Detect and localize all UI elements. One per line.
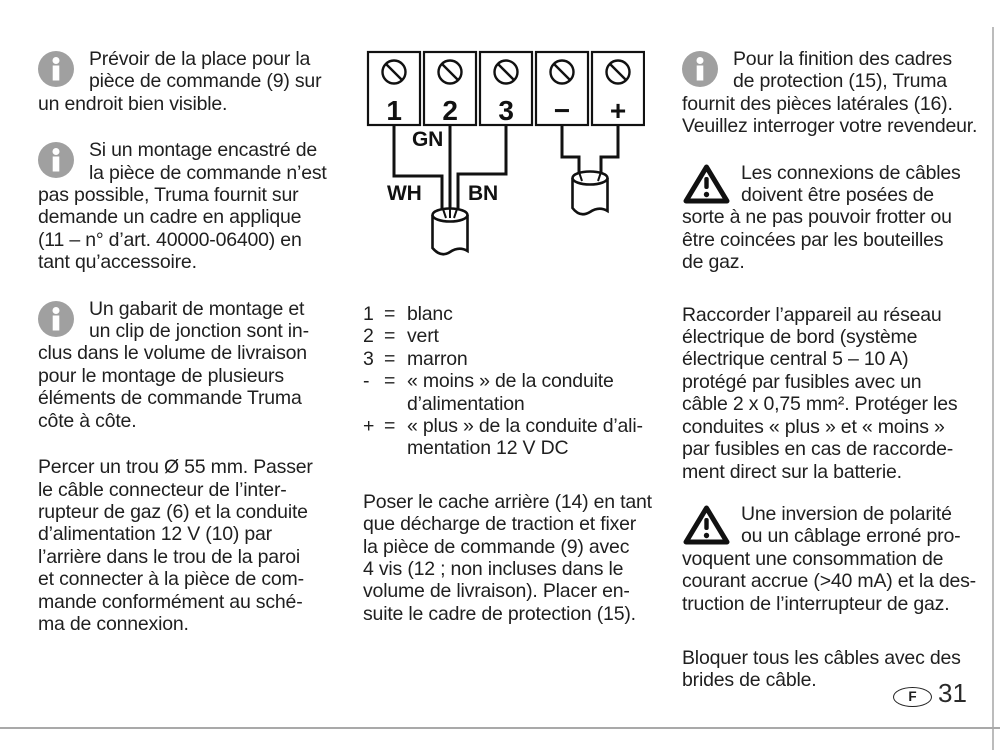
text-line: un clip de jonction sont in- — [89, 320, 309, 343]
text-line: électrique central 5 – 10 A) — [682, 348, 909, 371]
legend-row — [363, 303, 675, 325]
terminal-label-3: 3 — [498, 95, 514, 126]
legend-key: + — [363, 415, 375, 438]
terminal-label-plus: + — [609, 95, 627, 126]
text-line: Prévoir de la place pour la — [89, 48, 311, 70]
legend-equals: = — [384, 415, 396, 438]
text-line: d’alimentation 12 V (10) par — [38, 523, 272, 546]
legend-key: 1 — [363, 303, 374, 325]
text-line: la pièce de commande n’est — [89, 161, 327, 184]
text-line: ment direct sur la batterie. — [682, 460, 902, 483]
text-line: de protection (15), Truma — [733, 70, 947, 93]
text-line: Les connexions de câbles — [741, 161, 961, 184]
info-note — [38, 48, 350, 115]
text-line: et connecter à la pièce de com- — [38, 568, 304, 591]
legend-row — [363, 348, 675, 370]
warning-note — [682, 162, 994, 274]
text-line: marron — [407, 347, 468, 370]
page-edge-horizontal — [0, 727, 1000, 729]
legend-equals: = — [384, 303, 396, 325]
wire-legend — [363, 303, 675, 460]
wiring-diagram — [363, 45, 675, 260]
text-line: « moins » de la conduite — [407, 370, 614, 393]
text-line: suite le cadre de protection (15). — [363, 602, 636, 625]
terminal-label-2: 2 — [442, 95, 458, 126]
text-line: Un gabarit de montage et — [89, 297, 305, 320]
wire-plus — [601, 125, 618, 172]
text-line: Une inversion de polarité — [741, 502, 952, 525]
text-line: pour le montage de plusieurs — [38, 364, 284, 387]
text-line: Veuillez interroger votre revendeur. — [682, 115, 978, 138]
text-line: Raccorder l’appareil au réseau — [682, 303, 942, 326]
text-line: Si un montage encastré de — [89, 139, 318, 162]
text-line: éléments de commande Truma — [38, 387, 302, 410]
terminal-block-diagram — [365, 45, 645, 260]
text-line: fournit des pièces latérales (16). — [682, 92, 953, 115]
legend-equals: = — [384, 370, 396, 393]
page-edge-vertical — [992, 27, 994, 750]
text-line: « plus » de la conduite d’ali- — [407, 415, 643, 438]
text-line: 4 vis (12 ; non incluses dans le — [363, 558, 624, 581]
text-line: sorte à ne pas pouvoir frotter ou — [682, 206, 952, 229]
text-line: de gaz. — [682, 251, 745, 274]
text-line: blanc — [407, 303, 453, 325]
legend-key: 3 — [363, 347, 374, 370]
paragraph — [363, 491, 675, 625]
country-badge: F — [893, 687, 932, 707]
column-left — [38, 48, 350, 635]
cable-left — [433, 208, 468, 254]
page-number: 31 — [938, 678, 967, 708]
text-line: ma de connexion. — [38, 612, 189, 635]
paragraph — [682, 304, 994, 483]
text-line: clus dans le volume de livraison — [38, 342, 307, 365]
legend-row — [363, 370, 675, 415]
text-line: câble 2 x 0,75 mm². Protéger les — [682, 393, 958, 416]
legend-row — [363, 415, 675, 460]
terminal-label-1: 1 — [386, 95, 402, 126]
text-line: le câble connecteur de l’inter- — [38, 478, 287, 501]
text-line: (11 – n° d’art. 40000-06400) en — [38, 228, 302, 251]
text-line: protégé par fusibles avec un — [682, 370, 922, 393]
text-line: côte à côte. — [38, 409, 137, 432]
text-line: d’alimentation — [407, 392, 525, 415]
text-line: voquent une consommation de — [682, 547, 944, 570]
text-line: doivent être posées de — [741, 184, 934, 207]
legend-key: - — [363, 370, 370, 393]
warning-icon — [682, 504, 731, 546]
column-right — [682, 48, 994, 692]
text-line: électrique de bord (système — [682, 326, 918, 349]
text-line: truction de l’interrupteur de gaz. — [682, 592, 950, 615]
wire-label-wh: WH — [387, 182, 422, 205]
text-line: un endroit bien visible. — [38, 92, 228, 115]
info-icon — [682, 51, 718, 87]
text-line: être coincées par les bouteilles — [682, 228, 944, 251]
text-line: courant accrue (>40 mA) et la des- — [682, 570, 976, 593]
warning-icon — [682, 163, 731, 205]
text-line: volume de livraison). Placer en- — [363, 580, 630, 603]
info-icon — [38, 301, 74, 337]
legend-equals: = — [384, 325, 396, 348]
text-line: mentation 12 V DC — [407, 437, 569, 460]
legend-row — [363, 325, 675, 347]
text-line: Bloquer tous les câbles avec des — [682, 646, 961, 669]
text-line: la pièce de commande (9) avec — [363, 535, 630, 558]
text-line: tant qu’accessoire. — [38, 251, 197, 274]
info-icon — [38, 51, 74, 87]
paragraph — [38, 456, 350, 635]
text-line: Pour la finition des cadres — [733, 48, 952, 70]
text-line: demande un cadre en applique — [38, 206, 302, 229]
text-line: Poser le cache arrière (14) en tant — [363, 490, 652, 513]
info-note — [38, 298, 350, 432]
text-line: Percer un trou Ø 55 mm. Passer — [38, 456, 313, 479]
column-middle — [363, 45, 675, 625]
info-note — [682, 48, 994, 138]
info-note — [38, 139, 350, 273]
legend-key: 2 — [363, 325, 374, 348]
text-line: que décharge de traction et fixer — [363, 513, 637, 536]
wire-label-gn: GN — [412, 128, 444, 151]
text-line: conduites « plus » et « moins » — [682, 415, 945, 438]
legend-equals: = — [384, 347, 396, 370]
text-line: pièce de commande (9) sur — [89, 70, 322, 93]
text-line: par fusibles en cas de raccorde- — [682, 438, 954, 461]
text-line: ou un câblage erroné pro- — [741, 525, 961, 548]
text-line: vert — [407, 325, 439, 348]
wire-label-bn: BN — [468, 182, 498, 205]
text-line: l’arrière dans le trou de la paroi — [38, 545, 301, 568]
terminal-label-minus: − — [553, 95, 571, 126]
cable-right — [573, 172, 608, 215]
text-line: rupteur de gaz (6) et la conduite — [38, 500, 308, 523]
text-line: brides de câble. — [682, 669, 817, 692]
warning-note — [682, 503, 994, 615]
text-line: pas possible, Truma fournit sur — [38, 184, 299, 207]
info-icon — [38, 142, 74, 178]
text-line: mande conformément au sché- — [38, 590, 303, 613]
wire-minus — [562, 125, 579, 172]
terminal-labels — [386, 95, 626, 126]
